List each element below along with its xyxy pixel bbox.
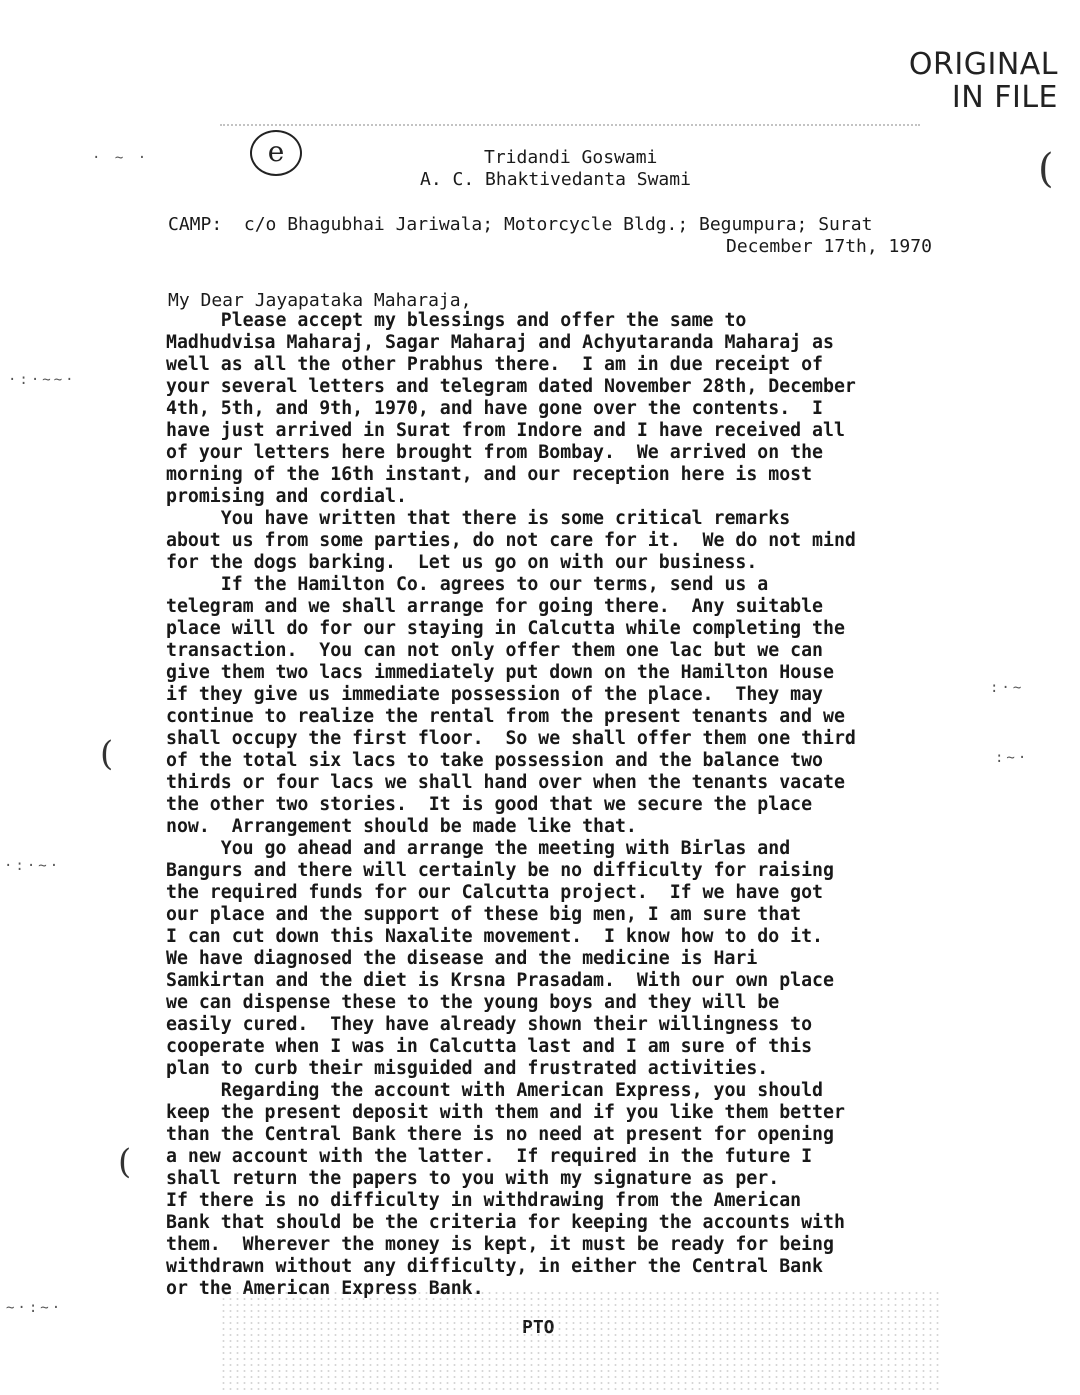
letter-line: we can dispense these to the young boys and they will be [166,992,780,1013]
camp-address: CAMP: c/o Bhagubhai Jariwala; Motorcycle Bldg.; Begumpura; Surat [168,214,873,235]
letter-line: easily cured. They have already shown their willingness to [166,1014,813,1035]
letter-line: than the Central Bank there is no need at present for opening [166,1124,834,1145]
letterhead [420,147,780,191]
letter-line: the required funds for our Calcutta project. If we have got [166,882,823,903]
letter-line: the other two stories. It is good that we secure the place [166,794,813,815]
letter-line: a new account with the latter. If required in the future I [166,1146,813,1167]
margin-bracket-mark: ( [1038,146,1054,192]
scan-speckle: ·:·~· [4,858,62,874]
letter-line: 4th, 5th, and 9th, 1970, and have gone over the contents. I [166,398,823,419]
letter-line: our place and the support of these big men, I am sure that [166,904,802,925]
letter-line: Bangurs and there will certainly be no difficulty for raising [166,860,834,881]
letter-line: keep the present deposit with them and if you like them better [166,1102,845,1123]
letter-line: shall return the papers to you with my signature as per. [166,1168,780,1189]
letter-line: Madhudvisa Maharaj, Sagar Maharaj and Achyutaranda Maharaj as [166,332,834,353]
letter-line: transaction. You can not only offer them one lac but we can [166,640,823,661]
letter-line: telegram and we shall arrange for going there. Any suitable [166,596,823,617]
letter-line: Samkirtan and the diet is Krsna Prasadam. With our own place [166,970,834,991]
margin-bracket-mark: ( [118,1142,132,1182]
letter-line: well as all the other Prabhus there. I am in due receipt of [166,354,823,375]
letter-line: thirds or four lacs we shall hand over when the tenants vacate [166,772,845,793]
salutation: My Dear Jayapataka Maharaja, [168,290,472,311]
letter-line: them. Wherever the money is kept, it must be ready for being [166,1234,834,1255]
original-in-file-stamp [909,48,1058,114]
letter-line: cooperate when I was in Calcutta last and I am sure of this [166,1036,813,1057]
scan-noise-bottom [220,1290,940,1390]
letter-line: Please accept my blessings and offer the same to [166,310,747,331]
letter-line: You go ahead and arrange the meeting with Birlas and [166,838,791,859]
letter-line: now. Arrangement should be made like that. [166,816,637,837]
letter-line: plan to curb their misguided and frustrated activities. [166,1058,769,1079]
letter-line: about us from some parties, do not care for it. We do not mind [166,530,856,551]
letter-line: your several letters and telegram dated November 28th, December [166,376,856,397]
letter-line: of your letters here brought from Bombay. We arrived on the [166,442,823,463]
letter-line: morning of the 16th instant, and our reception here is most [166,464,813,485]
letter-line: If there is no difficulty in withdrawing from the American [166,1190,802,1211]
letter-body [166,310,1046,1300]
letter-line: shall occupy the first floor. So we shall offer them one third [166,728,856,749]
letter-line: of the total six lacs to take possession and the balance two [166,750,823,771]
stamp-line-1: ORIGINAL [908,47,1058,82]
scan-speckle: :·~ [990,680,1025,696]
letter-line: continue to realize the rental from the present tenants and we [166,706,845,727]
letter-line: Bank that should be the criteria for keeping the accounts with [166,1212,845,1233]
letter-date: December 17th, 1970 [726,236,932,257]
scan-speckle: ·:·~~· [8,372,77,388]
letter-line: You have written that there is some critical remarks [166,508,791,529]
letter-line: We have diagnosed the disease and the medicine is Hari [166,948,758,969]
scan-speckle: :~· [995,750,1030,766]
letter-line: If the Hamilton Co. agrees to our terms, send us a [166,574,769,595]
pto-marker: PTO [522,1317,555,1338]
circled-mark: e [250,130,302,176]
letter-line: Regarding the account with American Express, you should [166,1080,823,1101]
letter-line: give them two lacs immediately put down on the Hamilton House [166,662,834,683]
scan-noise-top [220,124,920,136]
letter-line: if they give us immediate possession of the place. They may [166,684,823,705]
letter-line: withdrawn without any difficulty, in either the Central Bank [166,1256,823,1277]
letter-line: for the dogs barking. Let us go on with our business. [166,552,758,573]
letterhead-title: Tridandi Goswami [484,147,658,168]
letter-line: or the American Express Bank. [166,1278,484,1299]
scan-speckle: · ~ · [92,150,150,166]
letterhead-name: A. C. Bhaktivedanta Swami [420,169,691,190]
letter-line: I can cut down this Naxalite movement. I know how to do it. [166,926,823,947]
margin-bracket-mark: ( [100,734,114,774]
letter-line: place will do for our staying in Calcutta while completing the [166,618,845,639]
scan-speckle: ~·:~· [6,1300,64,1316]
stamp-line-2: IN FILE [951,80,1058,115]
letter-line: have just arrived in Surat from Indore and I have received all [166,420,845,441]
letter-line: promising and cordial. [166,486,407,507]
